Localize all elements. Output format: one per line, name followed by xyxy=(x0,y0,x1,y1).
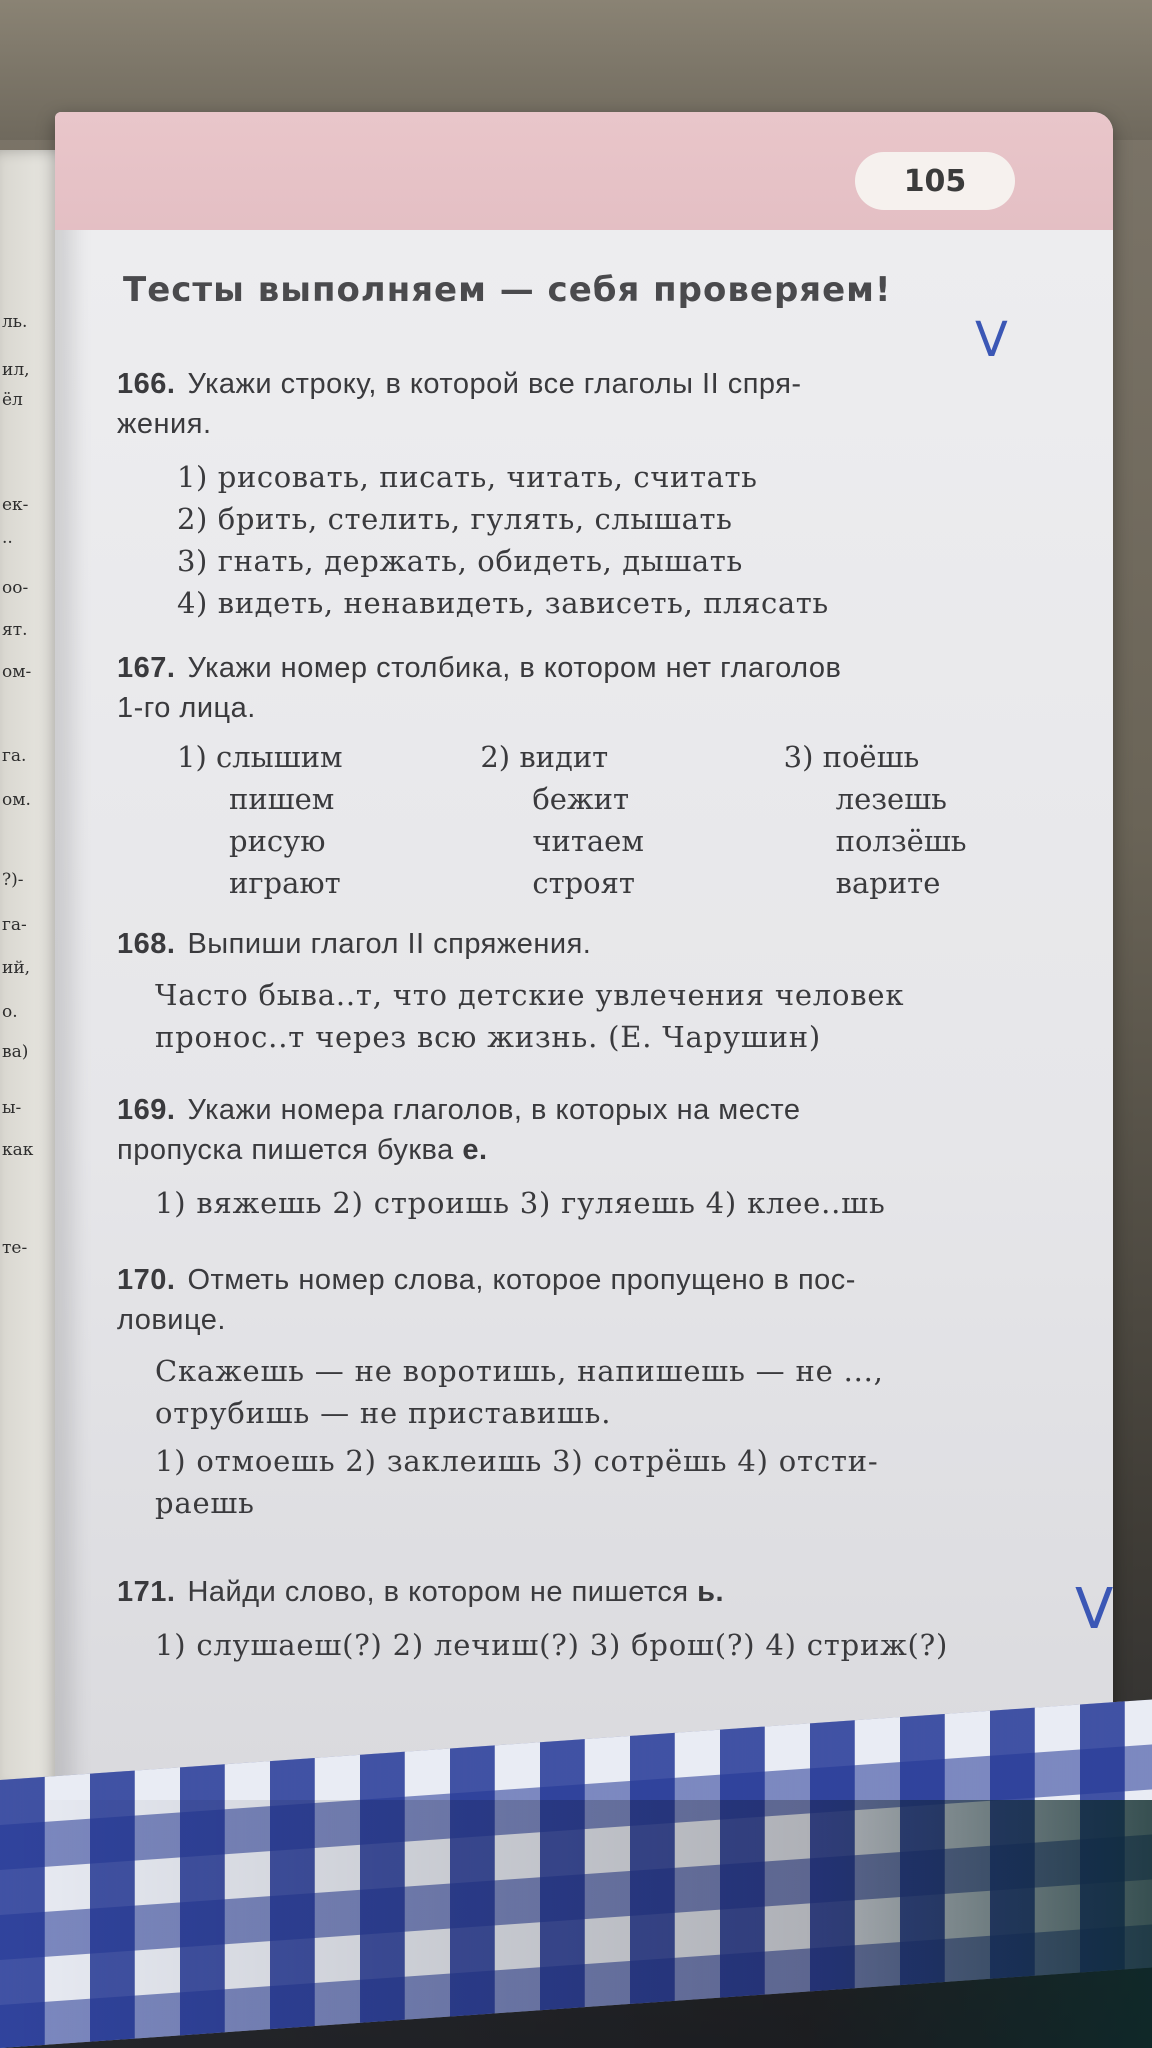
question-text: Отметь номер слова, которое пропущено в пос- xyxy=(187,1264,856,1296)
left-fragment: га. xyxy=(2,746,27,766)
exercise-168-question xyxy=(117,924,1087,964)
left-fragment: ом. xyxy=(2,790,31,810)
exercise-169-question xyxy=(117,1090,1087,1130)
option-2: 2) брить, стелить, гулять, слышать xyxy=(177,502,733,536)
exercise-number: 167. xyxy=(117,652,176,684)
options-line: раешь xyxy=(155,1486,255,1520)
exercise-number: 168. xyxy=(117,928,176,960)
exercise-169 xyxy=(117,1090,1087,1224)
exercise-171 xyxy=(117,1572,1087,1666)
exercise-170-question xyxy=(117,1260,1087,1300)
column-word: пишем xyxy=(229,782,335,816)
page-title: Тесты выполняем — себя проверяем! xyxy=(123,270,892,310)
left-fragment: ы- xyxy=(2,1098,22,1118)
text-line: отрубишь — не приставишь. xyxy=(155,1396,612,1430)
question-text: Укажи номер столбика, в котором нет глаголов xyxy=(187,652,842,684)
exercise-number: 166. xyxy=(117,368,176,400)
word-columns xyxy=(117,736,1087,904)
question-text: Выпиши глагол II спряжения. xyxy=(187,928,592,960)
left-fragment: ва) xyxy=(2,1042,29,1062)
exercise-166 xyxy=(117,364,1087,624)
exercise-number: 169. xyxy=(117,1094,176,1126)
option-1: 1) рисовать, писать, читать, считать xyxy=(177,460,758,494)
column-word: 3) поёшь xyxy=(783,740,920,774)
question-text-cont: 1-го лица. xyxy=(117,692,256,724)
left-fragment: ль. xyxy=(2,312,28,332)
left-fragment: ят. xyxy=(2,620,28,640)
column-3 xyxy=(784,736,1087,904)
left-fragment: .. xyxy=(2,528,13,548)
options-line: 1) слушаеш(?) 2) лечиш(?) 3) брош(?) 4) стриж(?) xyxy=(155,1628,949,1662)
column-word: 2) видит xyxy=(480,740,609,774)
question-text: Найди слово, в котором не пишется xyxy=(187,1576,689,1608)
cloth-shadow xyxy=(0,1800,1152,2048)
exercise-168 xyxy=(117,924,1087,1058)
text-line: Часто быва..т, что детские увлечения человек xyxy=(155,978,905,1012)
target-letter: ь. xyxy=(697,1576,725,1608)
left-fragment: га- xyxy=(2,915,27,935)
exercise-167 xyxy=(117,648,1087,904)
column-1 xyxy=(177,736,480,904)
options-block xyxy=(117,1440,1087,1524)
left-fragment: как xyxy=(2,1140,34,1160)
exercise-number: 170. xyxy=(117,1264,176,1296)
left-fragment: о. xyxy=(2,1002,18,1022)
question-text-cont: ловице. xyxy=(117,1304,226,1336)
column-label: 2) xyxy=(480,740,511,774)
column-word: играют xyxy=(229,866,341,900)
option-4: 4) видеть, ненавидеть, зависеть, плясать xyxy=(177,586,829,620)
target-letter: е. xyxy=(462,1134,488,1166)
left-fragment: оо- xyxy=(2,578,29,598)
question-text: Укажи строку, в которой все глаголы II спря- xyxy=(187,368,802,400)
column-word: лезешь xyxy=(835,782,947,816)
left-fragment: ил, xyxy=(2,360,30,380)
option-3: 3) гнать, держать, обидеть, дышать xyxy=(177,544,743,578)
column-word: бежит xyxy=(532,782,629,816)
text-line: Скажешь — не воротишь, напишешь — не ..., xyxy=(155,1354,884,1388)
exercise-170 xyxy=(117,1260,1087,1524)
page-number: 105 xyxy=(855,152,1015,210)
options-line: 1) вяжешь 2) строишь 3) гуляешь 4) клее..шь xyxy=(155,1186,886,1220)
column-word: варите xyxy=(835,866,941,900)
exercise-number: 171. xyxy=(117,1576,176,1608)
check-mark-icon: V xyxy=(975,312,1008,368)
exercise-166-question xyxy=(117,364,1087,404)
exercise-171-question xyxy=(117,1572,1087,1612)
left-fragment: ёл xyxy=(2,390,23,410)
text-line: пронос..т через всю жизнь. (Е. Чарушин) xyxy=(155,1020,821,1054)
left-fragment: ий, xyxy=(2,958,31,978)
exercise-167-question xyxy=(117,648,1087,688)
options-line: 1) отмоешь 2) заклеишь 3) сотрёшь 4) отсти- xyxy=(155,1444,879,1478)
column-word: читаем xyxy=(532,824,644,858)
question-text-cont: пропуска пишется буква е. xyxy=(117,1134,488,1166)
left-fragment: ?)- xyxy=(2,870,24,890)
column-2 xyxy=(480,736,783,904)
left-fragment: те- xyxy=(2,1238,28,1258)
column-word: 1) слышим xyxy=(177,740,343,774)
column-label: 3) xyxy=(783,740,814,774)
column-label: 1) xyxy=(177,740,207,774)
left-fragment: ом- xyxy=(2,662,32,682)
question-text-cont: жения. xyxy=(117,408,212,440)
column-word: рисую xyxy=(229,824,326,858)
exercise-text xyxy=(117,974,1087,1058)
check-mark-icon: V xyxy=(1075,1577,1114,1642)
proverb xyxy=(117,1350,1087,1434)
column-word: строят xyxy=(532,866,635,900)
textbook-page xyxy=(55,112,1113,1832)
question-text: Укажи номера глаголов, в которых на месте xyxy=(187,1094,801,1126)
left-fragment: ек- xyxy=(2,495,29,515)
column-word: ползёшь xyxy=(835,824,967,858)
